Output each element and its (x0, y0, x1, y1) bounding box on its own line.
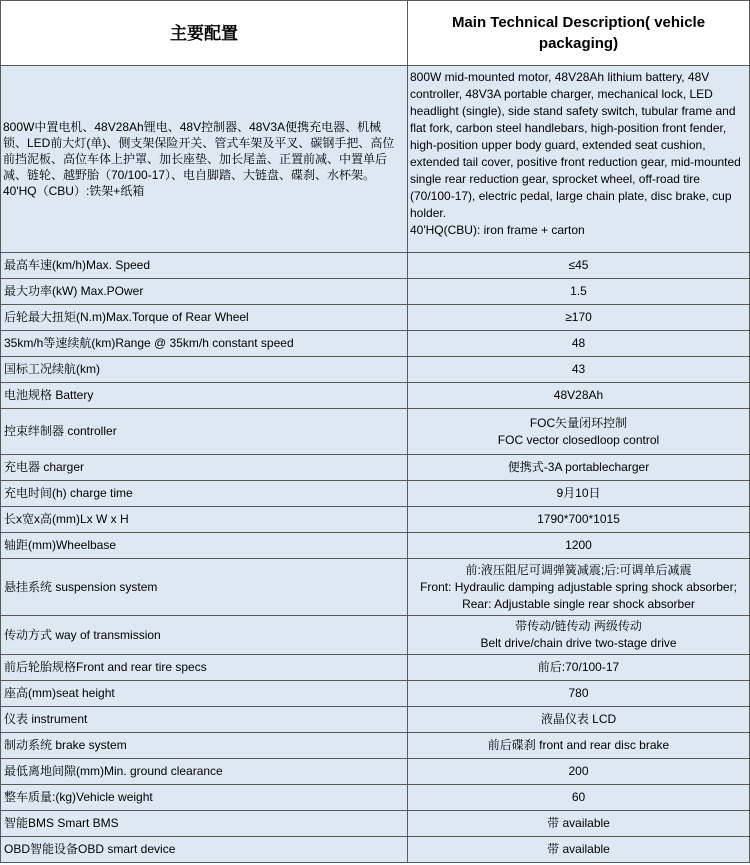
spec-value-en: Belt drive/chain drive two-stage drive (480, 636, 677, 650)
spec-row (1, 733, 750, 759)
spec-row (1, 481, 750, 507)
spec-label: 国标工况续航(km) (1, 357, 408, 383)
header-left: 主要配置 (1, 1, 408, 66)
spec-value: 48V28Ah (408, 383, 750, 409)
spec-value: 1.5 (408, 279, 750, 305)
spec-value (408, 409, 750, 455)
spec-value-en: FOC vector closedloop control (497, 432, 660, 447)
spec-row (1, 409, 750, 455)
spec-label: OBD智能设备OBD smart device (1, 837, 408, 863)
spec-label: 最低离地间隙(mm)Min. ground clearance (1, 759, 408, 785)
spec-value: 带 available (408, 837, 750, 863)
spec-value: 60 (408, 785, 750, 811)
spec-value-cn: FOC矢量闭环控制 (529, 415, 628, 430)
spec-value: 48 (408, 331, 750, 357)
spec-row (1, 616, 750, 655)
spec-row (1, 253, 750, 279)
spec-value: 带 available (408, 811, 750, 837)
config-en (408, 66, 750, 253)
spec-label: 后轮最大扭矩(N.m)Max.Torque of Rear Wheel (1, 305, 408, 331)
spec-label: 最大功率(kW) Max.POwer (1, 279, 408, 305)
spec-label: 控束绊制器 controller (1, 409, 408, 455)
spec-row (1, 279, 750, 305)
spec-value (408, 616, 750, 655)
spec-label: 最高车速(km/h)Max. Speed (1, 253, 408, 279)
spec-value: 前后:70/100-17 (408, 655, 750, 681)
spec-value (408, 559, 750, 616)
spec-value: 前后碟刹 front and rear disc brake (408, 733, 750, 759)
spec-value: ≤45 (408, 253, 750, 279)
spec-label: 悬挂系统 suspension system (1, 559, 408, 616)
spec-label: 前后轮胎规格Front and rear tire specs (1, 655, 408, 681)
spec-row (1, 455, 750, 481)
spec-label: 长x宽x高(mm)Lx W x H (1, 507, 408, 533)
spec-label: 传动方式 way of transmission (1, 616, 408, 655)
spec-label: 充电时间(h) charge time (1, 481, 408, 507)
spec-row (1, 681, 750, 707)
config-en-text: 800W mid-mounted motor, 48V28Ah lithium battery, 48V controller, 48V3A portable charger, mechanical lock, LED headlight (single), side stand safety switch, tubular frame and flat fork, carbon steel handlebars, high-position front fender, high-position upper body guard, extended seat cushion, extended tail cover, positive front reduction gear, mid-mounted single rear reduction gear, sprocket wheel, off-road tire (70/100-17), electric pedal, large chain plate, disc brake, cup holder. (410, 70, 741, 220)
spec-row (1, 811, 750, 837)
spec-value: 780 (408, 681, 750, 707)
spec-row (1, 785, 750, 811)
config-row (1, 66, 750, 253)
spec-value: 1790*700*1015 (408, 507, 750, 533)
spec-row (1, 533, 750, 559)
spec-label: 制动系统 brake system (1, 733, 408, 759)
spec-label: 智能BMS Smart BMS (1, 811, 408, 837)
spec-label: 整车质量:(kg)Vehicle weight (1, 785, 408, 811)
spec-value-cn: 带传动/链传动 两级传动 (515, 619, 642, 633)
spec-value: 200 (408, 759, 750, 785)
spec-row (1, 331, 750, 357)
spec-label: 座高(mm)seat height (1, 681, 408, 707)
spec-label: 35km/h等速续航(km)Range @ 35km/h constant speed (1, 331, 408, 357)
spec-label: 充电器 charger (1, 455, 408, 481)
config-en-packaging: 40'HQ(CBU): iron frame + carton (410, 223, 585, 237)
spec-row (1, 507, 750, 533)
spec-value: 1200 (408, 533, 750, 559)
spec-value: 液晶仪表 LCD (408, 707, 750, 733)
spec-label: 仪表 instrument (1, 707, 408, 733)
spec-row (1, 837, 750, 863)
spec-value: 9月10日 (408, 481, 750, 507)
config-cn: 800W中置电机、48V28Ah锂电、48V控制器、48V3A便携充电器、机械锁、LED前大灯(单)、侧支架保险开关、管式车架及平叉、碳钢手把、高位前挡泥板、高位车体上护罩、加长座垫、加长尾盖、正置前减、中置单后减、链轮、越野胎（70/100-17）、电自脚踏、大链盘、碟刹、水杯架。40'HQ（CBU）:铁架+纸箱 (1, 66, 408, 253)
spec-row (1, 707, 750, 733)
spec-row (1, 655, 750, 681)
spec-value-cn: 前:液压阻尼可调弹簧减震;后:可调单后减震 (465, 562, 692, 577)
header-row (1, 1, 750, 66)
spec-row (1, 357, 750, 383)
spec-label: 电池规格 Battery (1, 383, 408, 409)
spec-row (1, 305, 750, 331)
header-right: Main Technical Description( vehicle packaging) (408, 1, 750, 66)
spec-value: 便携式-3A portablecharger (408, 455, 750, 481)
spec-row (1, 759, 750, 785)
spec-value: 43 (408, 357, 750, 383)
spec-value-en: Front: Hydraulic damping adjustable spring shock absorber; Rear: Adjustable single rear shock absorber (420, 579, 737, 611)
spec-row (1, 383, 750, 409)
spec-value: ≥170 (408, 305, 750, 331)
spec-row (1, 559, 750, 616)
spec-label: 轴距(mm)Wheelbase (1, 533, 408, 559)
